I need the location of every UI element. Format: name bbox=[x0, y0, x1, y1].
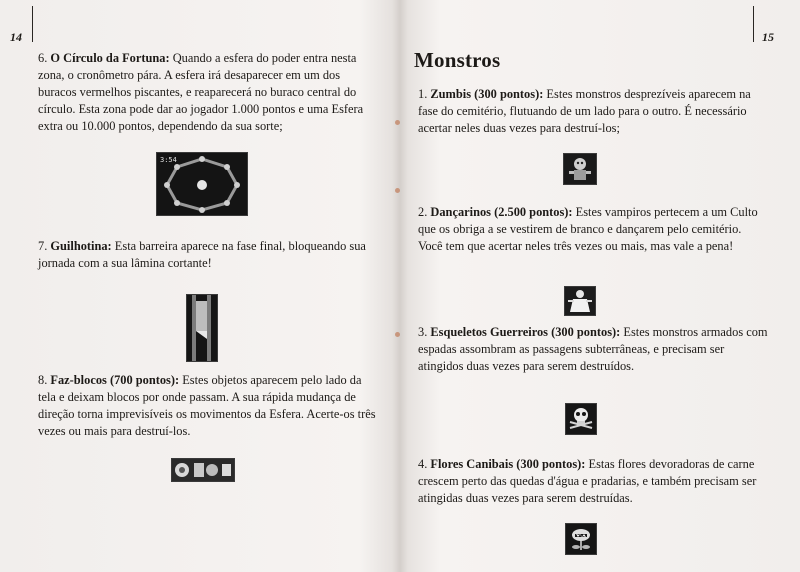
item-body: Estes monstros desprezíveis aparecem na fase do cemitério, flutuando de um lado para o outro. É necessário acertar neles duas vezes para destruí-los; bbox=[418, 87, 751, 135]
skeleton-sprite bbox=[565, 403, 597, 435]
left-page bbox=[0, 0, 396, 572]
page-margin-line bbox=[32, 6, 33, 42]
section-title: Monstros bbox=[414, 48, 501, 72]
block-maker-screenshot bbox=[171, 458, 235, 482]
item-body: Esta barreira aparece na fase final, bloqueando sua jornada com a sua lâmina cortante! bbox=[38, 239, 366, 270]
dancer-sprite bbox=[564, 286, 596, 316]
item-number: 4. bbox=[418, 457, 428, 471]
fold-mark bbox=[395, 120, 400, 125]
item-number: 7. bbox=[38, 239, 48, 253]
item-number: 2. bbox=[418, 205, 428, 219]
item-circulo-da-fortuna bbox=[38, 50, 378, 135]
item-body: Estes monstros armados com espadas assombram as passagens subterrâneas, e precisam ser atingidos duas vezes para serem destruídos. bbox=[418, 325, 768, 373]
item-flores-canibais bbox=[418, 456, 768, 507]
item-number: 1. bbox=[418, 87, 428, 101]
item-heading: Zumbis (300 pontos): bbox=[430, 87, 544, 101]
fold-mark bbox=[395, 332, 400, 337]
item-dancarinos bbox=[418, 204, 768, 255]
right-page bbox=[404, 0, 800, 572]
fortune-circle-screenshot bbox=[156, 152, 248, 216]
item-body: Estas flores devoradoras de carne crescem perto das quedas d'água e pradarias, e também precisam ser atingidas duas vezes para serem destruídas. bbox=[418, 457, 757, 505]
item-guilhotina bbox=[38, 238, 378, 272]
item-body: Estes vampiros pertecem a um Culto que os obriga a se vestirem de branco e dançarem pelo cemitério. Você tem que acertar neles três vezes ou mais, mas vale a pena! bbox=[418, 205, 758, 253]
item-esqueletos-guerreiros bbox=[418, 324, 768, 375]
item-number: 6. bbox=[38, 51, 48, 65]
cannibal-flower-sprite bbox=[565, 523, 597, 555]
item-heading: Esqueletos Guerreiros (300 pontos): bbox=[430, 325, 621, 339]
item-heading: Flores Canibais (300 pontos): bbox=[430, 457, 586, 471]
screenshot-hud: 3:54 bbox=[160, 156, 177, 164]
guillotine-screenshot bbox=[186, 294, 218, 362]
item-zumbis bbox=[418, 86, 768, 137]
page-number-left: 14 bbox=[10, 30, 22, 44]
item-heading: Dançarinos (2.500 pontos): bbox=[430, 205, 573, 219]
item-heading: Faz-blocos (700 pontos): bbox=[50, 373, 180, 387]
fold-mark bbox=[395, 188, 400, 193]
zombie-sprite bbox=[563, 153, 597, 185]
item-faz-blocos bbox=[38, 372, 378, 440]
item-body: Estes objetos aparecem pelo lado da tela e deixam blocos por onde passam. A sua rápida mudança de direção torna imprevisíveis os movimentos da Esfera. Acerte-os três vezes ou mais para destruí-los. bbox=[38, 373, 376, 438]
page-margin-line bbox=[753, 6, 754, 42]
item-heading: O Círculo da Fortuna: bbox=[50, 51, 170, 65]
item-body: Quando a esfera do poder entra nesta zona, o cronômetro pára. A esfera irá desaparecer em um dos buracos vermelhos piscantes, e reaparecerá no buraco central do círculo. Esta zona pode dar ao jogador 1.000 pontos e uma Esfera extra ou 10.000 pontos, dependendo da sua sorte; bbox=[38, 51, 364, 133]
item-heading: Guilhotina: bbox=[50, 239, 112, 253]
item-number: 3. bbox=[418, 325, 428, 339]
page-number-right: 15 bbox=[762, 30, 774, 44]
item-number: 8. bbox=[38, 373, 48, 387]
